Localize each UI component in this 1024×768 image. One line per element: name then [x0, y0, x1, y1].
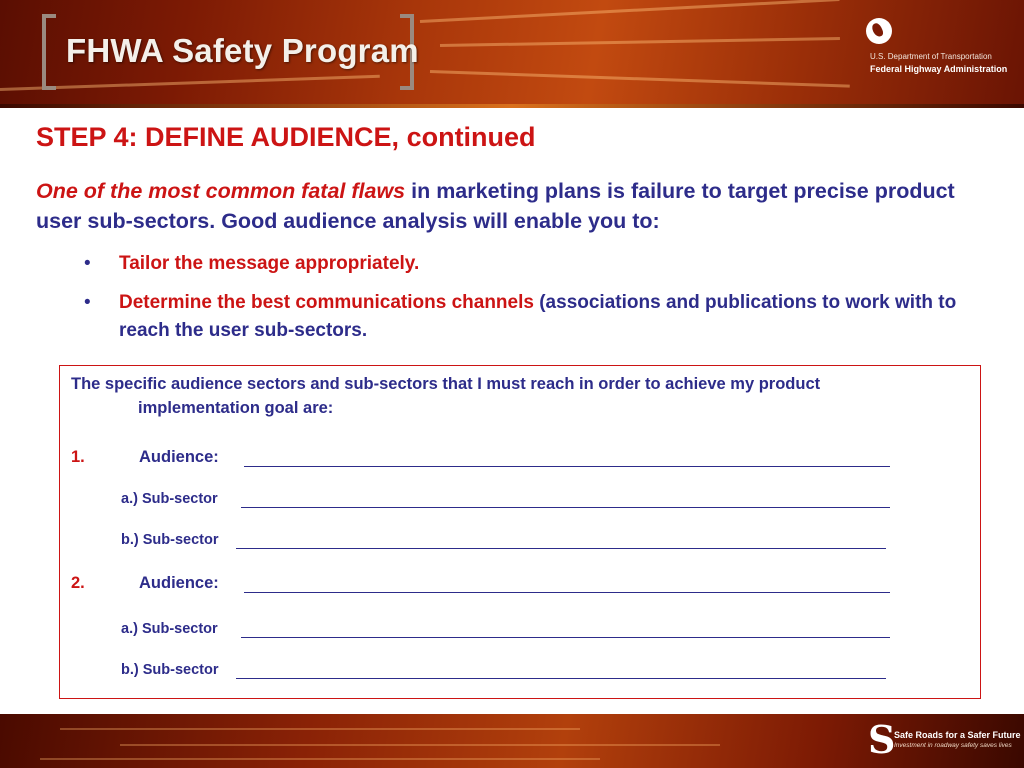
audience-2-subsector-a-line[interactable] [241, 637, 890, 638]
subsector-label: b.) Sub-sector [121, 662, 219, 678]
intro-rest: in marketing plans is failure to target precise product user sub-sectors. Good audience analysis will enable you to: [36, 179, 955, 233]
audience-2-subsector-b-line[interactable] [236, 678, 886, 679]
safety-s-logo-icon: S [868, 717, 896, 762]
banner-streak [420, 0, 840, 23]
title-bracket-left [42, 14, 56, 90]
bullet-item [84, 250, 994, 278]
banner-streak [0, 75, 380, 91]
bullet-rest-text: (associations and publications to work with to reach the user sub-sectors. [119, 292, 957, 341]
audience-worksheet [59, 365, 981, 699]
bullet-marker: • [84, 292, 91, 313]
agency-line-2: Federal Highway Administration [870, 64, 1008, 74]
intro-emphasis: One of the most common fatal flaws [36, 179, 406, 203]
audience-2-answer-line[interactable] [244, 592, 890, 593]
banner-streak [440, 37, 840, 47]
footer-streak [40, 758, 600, 760]
worksheet-question: The specific audience sectors and sub-sectors that I must reach in order to achieve my product [71, 375, 821, 393]
slide-title: STEP 4: DEFINE AUDIENCE, continued [36, 122, 536, 152]
subsector-label: a.) Sub-sector [121, 621, 218, 637]
audience-1-answer-line[interactable] [244, 466, 890, 467]
subsector-label: b.) Sub-sector [121, 532, 219, 548]
bullet-marker: • [84, 253, 91, 274]
banner-bottom-rule [0, 104, 1024, 108]
audience-label: Audience: [139, 448, 219, 466]
banner-streak [430, 70, 850, 88]
bullet-red-text: Determine the best communications channels [119, 292, 534, 313]
dot-logo-icon [866, 18, 892, 44]
audience-number: 2. [71, 574, 85, 592]
footer-streak [120, 744, 720, 746]
agency-line-1: U.S. Department of Transportation [870, 52, 992, 61]
program-title: FHWA Safety Program [66, 32, 419, 69]
header-banner [0, 0, 1024, 108]
worksheet-question-cont: implementation goal are: [138, 399, 334, 417]
footer-banner [0, 714, 1024, 768]
intro-paragraph [36, 176, 996, 236]
subsector-label: a.) Sub-sector [121, 491, 218, 507]
footer-tagline: Safe Roads for a Safer Future [894, 730, 1021, 740]
footer-subtagline: Investment in roadway safety saves lives [894, 742, 1012, 749]
audience-number: 1. [71, 448, 85, 466]
audience-1-subsector-a-line[interactable] [241, 507, 890, 508]
audience-label: Audience: [139, 574, 219, 592]
bullet-item [84, 289, 994, 345]
footer-streak [60, 728, 580, 730]
bullet-list [84, 250, 994, 356]
audience-1-subsector-b-line[interactable] [236, 548, 886, 549]
bullet-red-text: Tailor the message appropriately. [119, 253, 420, 274]
